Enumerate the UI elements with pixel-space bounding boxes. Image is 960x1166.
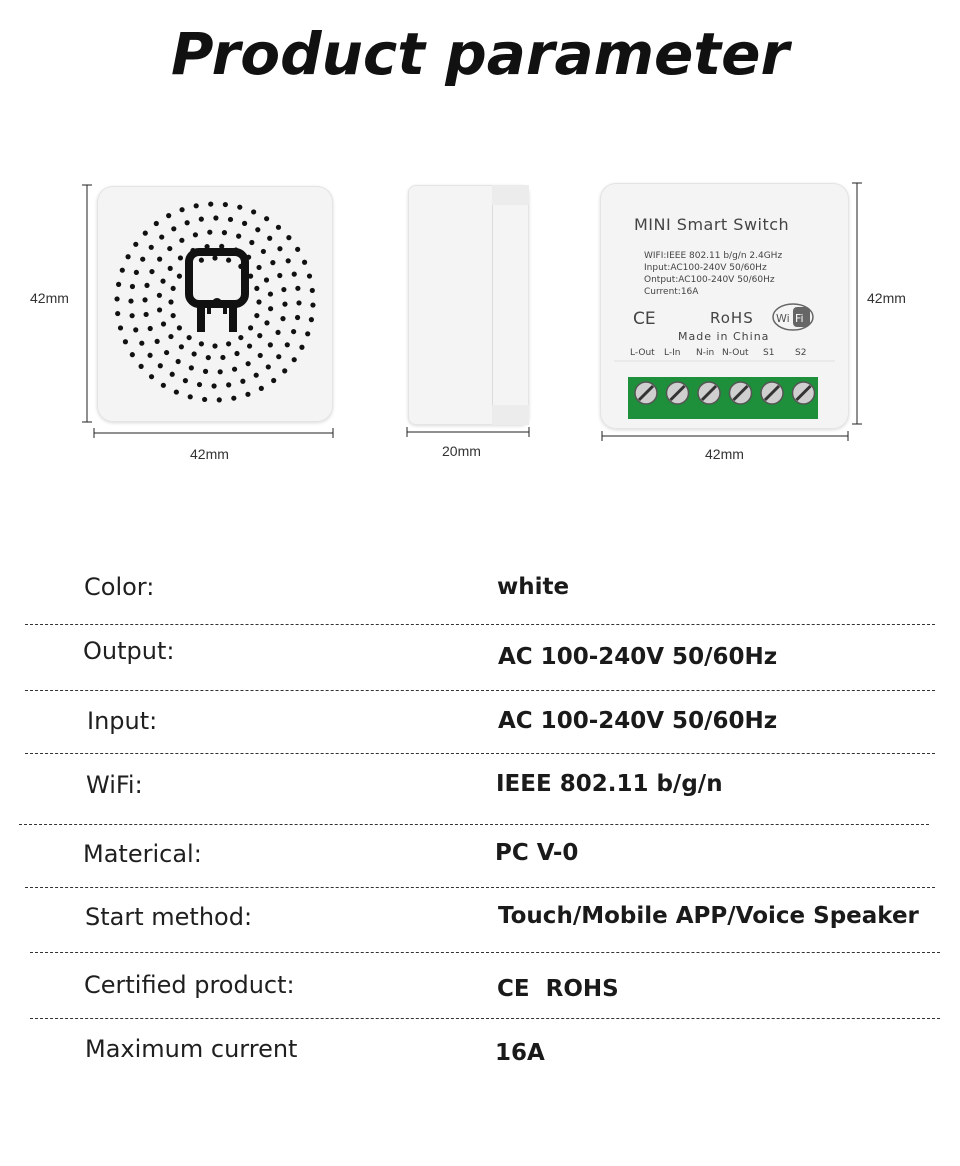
page-title: Product parameter [170,20,790,88]
param-value-max-current: 16A [495,1040,545,1066]
terminal-label-l-out: L-Out [630,348,655,358]
param-value-certified: CE ROHS [497,976,619,1002]
side-view-device [408,185,529,425]
row-separator [25,690,935,691]
wifi-logo-fi: Fi [795,312,804,325]
param-label-max-current: Maximum current [85,1035,298,1063]
front-height-dim: 42mm [30,290,69,306]
row-separator [30,952,940,953]
spec-line-output: Ontput:AC100-240V 50/60Hz [644,275,775,285]
terminal-label-n-out: N-Out [722,348,749,358]
terminal-label-s1: S1 [763,348,775,358]
terminal-label-l-in: L-In [664,348,681,358]
param-label-material: Materical: [83,840,202,868]
ce-mark: CE [633,309,656,329]
spec-line-wifi: WIFI:IEEE 802.11 b/g/n 2.4GHz [644,251,783,261]
row-separator [19,824,929,825]
terminal-label-s2: S2 [795,348,807,358]
made-in-label: Made in China [678,330,770,343]
param-label-wifi: WiFi: [86,771,143,799]
side-width-dim: 20mm [442,443,481,459]
product-name-label: MINI Smart Switch [634,215,790,234]
front-width-dim: 42mm [190,446,229,462]
param-label-start-method: Start method: [85,903,253,931]
param-value-input: AC 100-240V 50/60Hz [498,708,778,734]
row-separator [25,887,935,888]
param-value-wifi: IEEE 802.11 b/g/n [496,771,723,797]
back-view-device [600,183,849,429]
param-value-color: white [497,574,570,600]
back-height-dim: 42mm [867,290,906,306]
row-separator [25,624,935,625]
param-value-output: AC 100-240V 50/60Hz [498,644,778,670]
param-label-color: Color: [84,573,155,601]
param-value-material: PC V-0 [495,840,579,866]
param-value-start-method: Touch/Mobile APP/Voice Speaker [498,903,919,929]
param-label-certified: Certified product: [84,971,295,999]
param-label-output: Output: [83,637,175,665]
back-width-dim: 42mm [705,446,744,462]
param-label-input: Input: [87,707,158,735]
side-clip-top [492,185,529,205]
spec-line-current: Current:16A [644,287,699,297]
wifi-logo-wi: Wi [776,312,790,325]
terminal-label-n-in: N-in [696,348,715,358]
row-separator [25,753,935,754]
spec-line-input: Input:AC100-240V 50/60Hz [644,263,767,273]
row-separator [30,1018,940,1019]
rohs-mark: RoHS [710,309,754,327]
back-label-svg [600,183,849,429]
touch-button-icon [97,186,333,422]
front-view-device [97,186,333,422]
side-clip-bottom [492,405,529,425]
side-seam [492,185,493,425]
